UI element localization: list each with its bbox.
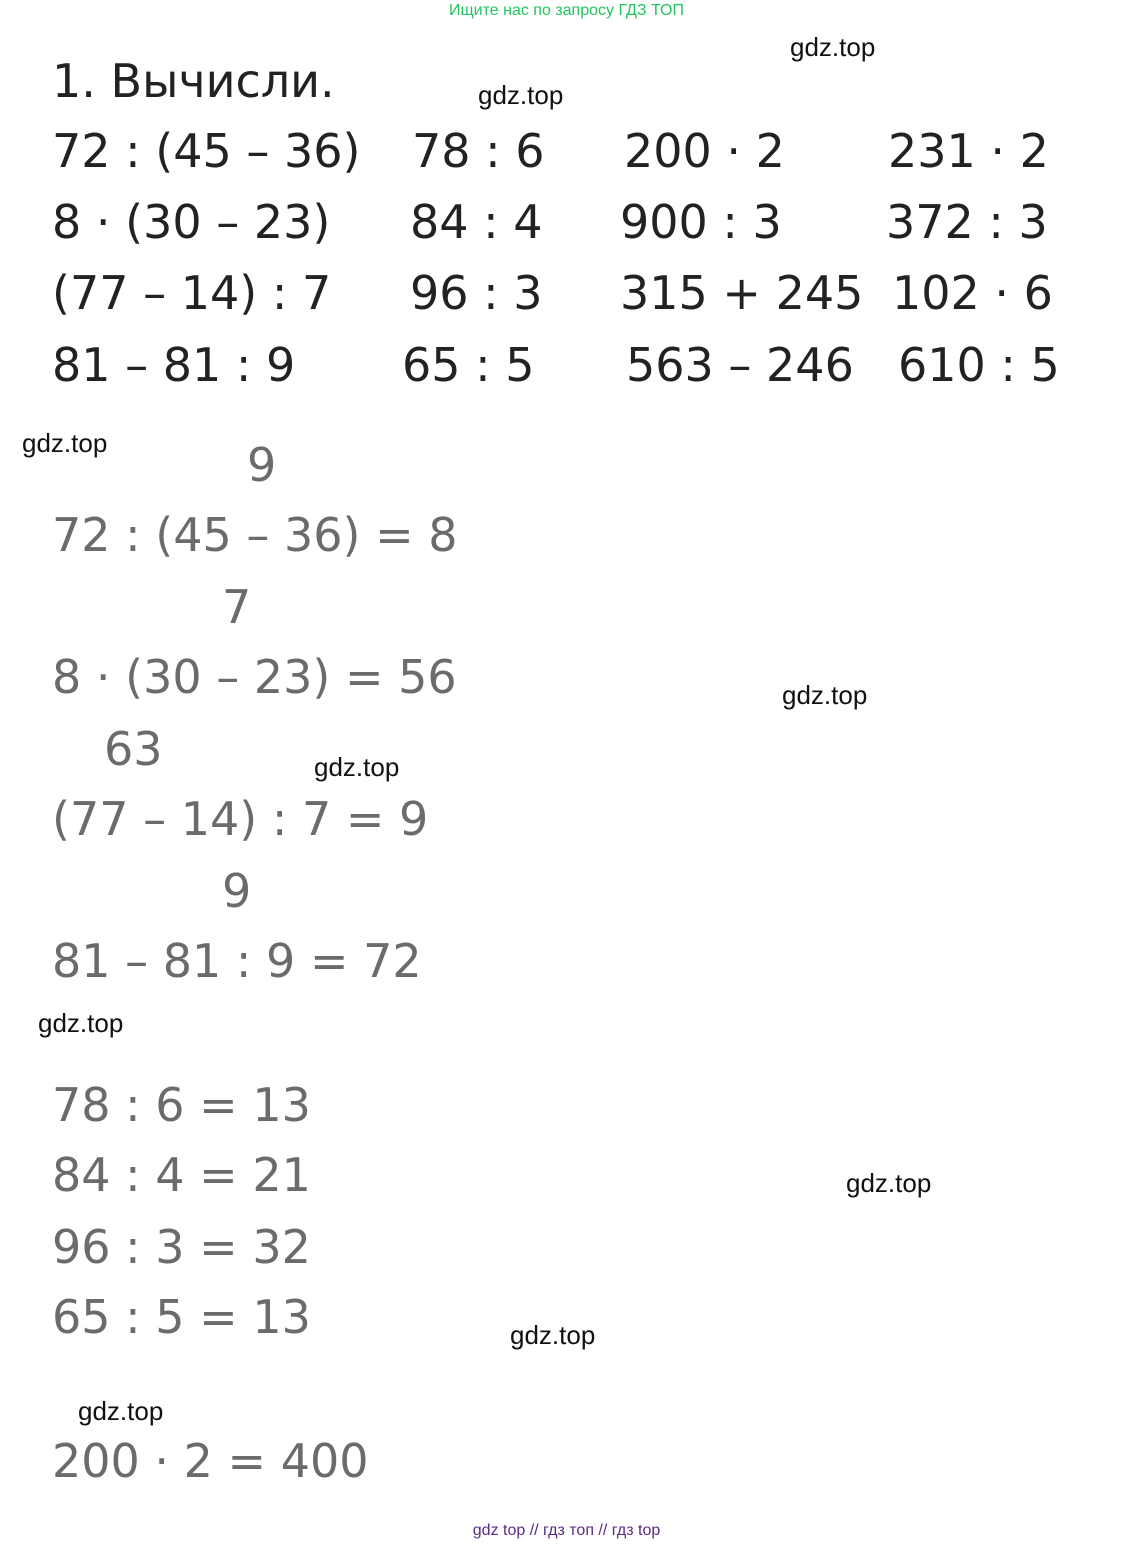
task-expression: 900 : 3: [620, 195, 782, 249]
solution-line: 81 – 81 : 9 = 72: [52, 934, 422, 988]
watermark: gdz.top: [510, 1320, 596, 1350]
task-expression: (77 – 14) : 7: [52, 266, 332, 320]
watermark: gdz.top: [790, 32, 876, 62]
watermark: gdz.top: [782, 680, 868, 710]
task-expression: 72 : (45 – 36): [52, 124, 361, 178]
task-expression: 231 · 2: [888, 124, 1049, 178]
task-expression: 372 : 3: [886, 195, 1048, 249]
watermark: gdz.top: [78, 1396, 164, 1426]
footer-links[interactable]: gdz top // гдз топ // гдз top: [472, 1522, 661, 1539]
task-expression: 200 · 2: [624, 124, 785, 178]
watermark: gdz.top: [38, 1008, 124, 1038]
intermediate-result: 7: [222, 580, 252, 634]
solution-line: 72 : (45 – 36) = 8: [52, 508, 458, 562]
task-expression: 8 · (30 – 23): [52, 195, 331, 249]
task-expression: 102 · 6: [892, 266, 1053, 320]
solution-line: 8 · (30 – 23) = 56: [52, 650, 457, 704]
top-note: Ищите нас по запросу ГДЗ ТОП: [449, 2, 684, 19]
solution-line: 96 : 3 = 32: [52, 1220, 311, 1274]
watermark: gdz.top: [22, 428, 108, 458]
task-expression: 315 + 245: [620, 266, 864, 320]
solution-line: 84 : 4 = 21: [52, 1148, 311, 1202]
solution-line: (77 – 14) : 7 = 9: [52, 792, 429, 846]
solution-line: 200 · 2 = 400: [52, 1434, 369, 1488]
watermark: gdz.top: [314, 752, 400, 782]
intermediate-result: 63: [104, 722, 163, 776]
task-expression: 78 : 6: [412, 124, 545, 178]
task-expression: 65 : 5: [402, 338, 535, 392]
exercise-title: 1. Вычисли.: [52, 54, 335, 108]
intermediate-result: 9: [247, 438, 277, 492]
task-expression: 96 : 3: [410, 266, 543, 320]
task-expression: 84 : 4: [410, 195, 543, 249]
intermediate-result: 9: [222, 864, 252, 918]
watermark: gdz.top: [478, 80, 564, 110]
task-expression: 81 – 81 : 9: [52, 338, 296, 392]
solution-line: 65 : 5 = 13: [52, 1290, 311, 1344]
watermark: gdz.top: [846, 1168, 932, 1198]
task-expression: 563 – 246: [626, 338, 854, 392]
solution-line: 78 : 6 = 13: [52, 1078, 311, 1132]
task-expression: 610 : 5: [898, 338, 1060, 392]
